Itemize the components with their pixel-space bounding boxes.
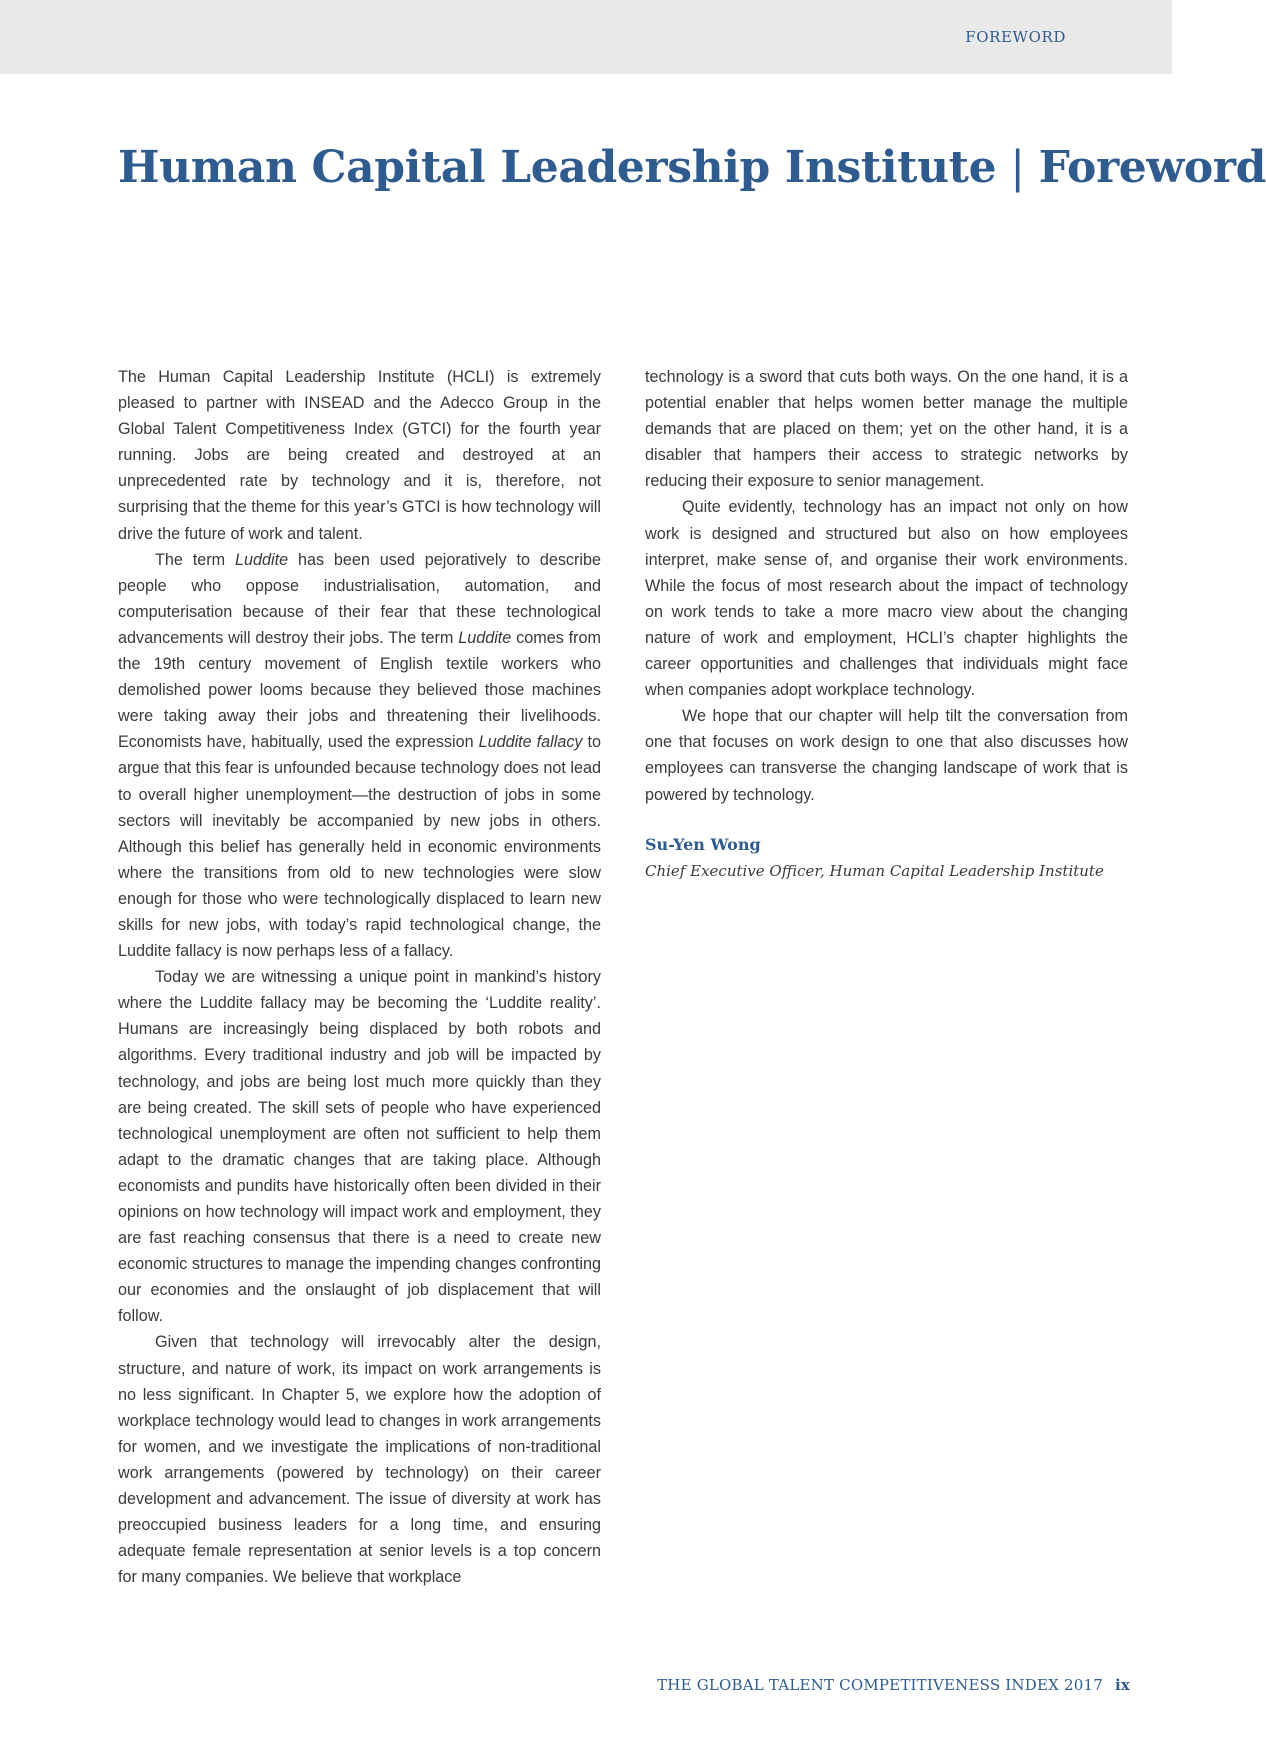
title-sub: Foreword	[1038, 142, 1266, 193]
text-run: comes from the 19th century movement of English textile workers who demolished power looms because they believed those machines were taking away their jobs and threatening their livelihoods. Economists have, habitually, used the expression	[118, 628, 601, 752]
left-column	[118, 364, 601, 1590]
publication-title: THE GLOBAL TALENT COMPETITIVENESS INDEX 2017	[657, 1676, 1103, 1694]
title-main: Human Capital Leadership Institute	[118, 142, 997, 193]
paragraph: technology is a sword that cuts both ways. On the one hand, it is a potential enabler that helps women better manage the multiple demands that are placed on them; yet on the other hand, it is a disabler that hampers their access to strategic networks by reducing their exposure to senior management.	[645, 368, 1128, 491]
paragraph: We hope that our chapter will help tilt the conversation from one that focuses on work design to one that also discusses how employees can transverse the changing landscape of work that is powered by technology.	[645, 707, 1128, 804]
paragraph: Quite evidently, technology has an impact not only on how work is designed and structured but also on how employees interpret, make sense of, and organise their work environments. While the focus of most research about the impact of technology on work tends to take a more macro view about the changing nature of work and employment, HCLI’s chapter highlights the career opportunities and challenges that individuals might face when companies adopt workplace technology.	[645, 498, 1128, 700]
page-number: ix	[1114, 1676, 1130, 1694]
section-label: FOREWORD	[965, 28, 1066, 46]
emphasis: Luddite	[458, 628, 512, 647]
signature-block	[645, 832, 1128, 884]
right-column	[645, 364, 1128, 884]
signature-name: Su-Yen Wong	[645, 834, 761, 854]
paragraph: Today we are witnessing a unique point in mankind’s history where the Luddite fallacy may be becoming the ‘Luddite reality’. Humans are increasingly being displaced by both robots and algorithms. Every traditional industry and job will be impacted by technology, and jobs are being lost much more quickly than they are being created. The skill sets of people who have experienced technological unemployment are often not sufficient to help them adapt to the dramatic changes that are taking place. Although economists and pundits have historically often been divided in their opinions on how technology will impact work and employment, they are fast reaching consensus that there is a need to create new economic structures to manage the impending changes confronting our economies and the onslaught of job displacement that will follow.	[118, 968, 601, 1326]
header-band	[0, 0, 1172, 74]
emphasis: Luddite	[234, 550, 289, 569]
page-footer	[657, 1676, 1130, 1694]
emphasis: Luddite fallacy	[478, 733, 583, 752]
page-title	[118, 140, 1266, 196]
signature-title: Chief Executive Officer, Human Capital Leadership Institute	[645, 861, 1104, 880]
text-run: to argue that this fear is unfounded because technology does not lead to overall higher unemployment—the destruction of jobs in some sectors will inevitably be accompanied by new jobs in others. Although this belief has generally held in economic environments where the transitions from old to new technologies were slow enough for those who were technologically displaced to learn new skills for new jobs, with today’s rapid technological change, the Luddite fallacy is now perhaps less of a fallacy.	[118, 733, 601, 961]
paragraph: The Human Capital Leadership Institute (HCLI) is extremely pleased to partner with INSEAD and the Adecco Group in the Global Talent Competitiveness Index (GTCI) for the fourth year running. Jobs are being created and destroyed at an unprecedented rate by technology and it is, therefore, not surprising that the theme for this year’s GTCI is how technology will drive the future of work and talent.	[118, 368, 601, 543]
text-run: has been used pejoratively to describe people who oppose industrialisation, automation, and computerisation because of their fear that these technological advancements will destroy their jobs. The term	[118, 550, 601, 647]
paragraph: Given that technology will irrevocably alter the design, structure, and nature of work, its impact on work arrangements is no less significant. In Chapter 5, we explore how the adoption of workplace technology would lead to changes in work arrangements for women, and we investigate the implications of non-traditional work arrangements (powered by technology) on their career development and advancement. The issue of diversity at work has preoccupied business leaders for a long time, and ensuring adequate female representation at senior levels is a top concern for many companies. We believe that workplace	[118, 1333, 601, 1587]
paragraph-luddite	[118, 547, 601, 965]
text-run: The term	[155, 550, 235, 569]
title-separator: |	[1010, 142, 1025, 193]
